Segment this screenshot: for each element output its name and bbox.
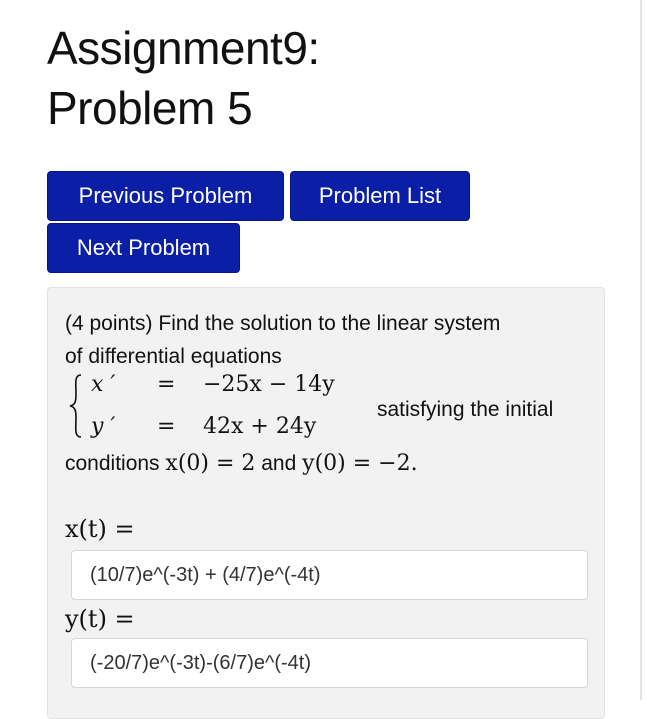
left-brace-icon [69,374,83,438]
equation1-equals: = [157,372,176,397]
problem-satisfying-text: satisfying the initial [377,398,554,421]
problem-list-button[interactable]: Problem List [290,171,470,221]
x-answer-label: x(t) = [65,515,135,543]
page-title-line1: Assignment9: [47,22,320,74]
problem-panel [47,287,605,719]
y-answer-label: y(t) = [65,605,135,633]
x-answer-input[interactable]: (10/7)e^(-3t) + (4/7)e^(-4t) [71,550,588,600]
problem-intro-line1: (4 points) Find the solution to the linear system [65,312,501,335]
next-problem-button[interactable]: Next Problem [47,223,240,273]
condition-y0: y(0) = −2. [302,451,418,476]
condition-x0: x(0) = 2 [165,451,256,476]
conditions-and: and [261,452,297,475]
page-title-line2: Problem 5 [47,82,253,134]
page-scroll-edge [640,0,642,700]
equation1-rhs: −25x − 14y [203,372,335,397]
equation2-equals: = [157,414,176,439]
previous-problem-button[interactable]: Previous Problem [47,171,284,221]
equation2-lhs: y ′ [91,414,116,439]
equation1-lhs: x ′ [91,372,116,397]
problem-intro-line2: of differential equations [65,345,282,368]
page-title [47,18,320,138]
y-answer-input[interactable]: (-20/7)e^(-3t)-(6/7)e^(-4t) [71,638,588,688]
initial-conditions [65,448,418,480]
equation2-rhs: 42x + 24y [203,414,317,439]
conditions-prefix: conditions [65,452,160,475]
equation-system [65,368,365,446]
